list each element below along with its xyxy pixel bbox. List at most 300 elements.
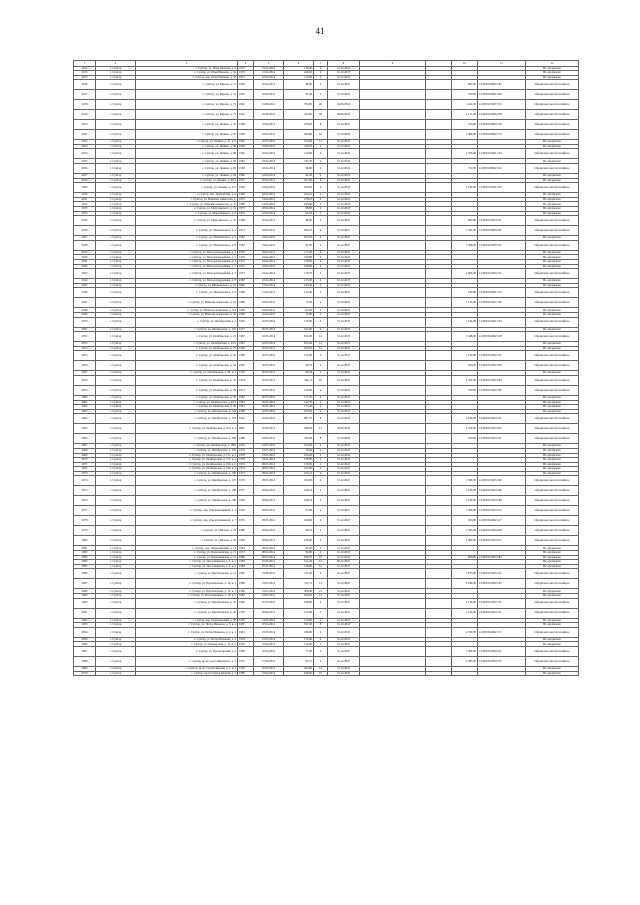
cell-area: 123,40 — [284, 288, 314, 298]
cell-status: Не оформлено — [526, 193, 579, 198]
cell-apartments: 2 — [314, 467, 328, 472]
cell-address: с. Сунтар, ул. Николая Алексеева, д. 34 — [136, 312, 238, 317]
cell-address: с. Сунтар, ул. Октябрьская, д. 199 — [136, 496, 238, 506]
cell-status: Не оформлено — [526, 255, 579, 260]
cell-row-number: 2031 — [74, 197, 96, 202]
cell-col-9 — [360, 516, 426, 526]
table-row — [74, 351, 579, 361]
cell-address: с. Сунтар, ул. Ленина, д. 35 — [136, 120, 238, 130]
cell-settlement: с. Сунтар — [96, 506, 136, 516]
cell-deadline: 31.12.2023 — [328, 298, 360, 308]
cell-record-date: 22.05.2014 — [254, 375, 284, 385]
cell-row-number: 2018 — [74, 100, 96, 110]
cell-cadastral-number: 14:28:0101001:195 — [478, 183, 526, 193]
cell-address: с. Сунтар, пер. Ильи Иванова, д. 18 — [136, 75, 238, 80]
cell-build-year: 1971 — [238, 385, 254, 395]
cell-cadastral-value: 1 164,00 — [452, 317, 478, 327]
cell-cadastral-number: 14:28:0101004:208 — [478, 526, 526, 536]
cell-address: с. Сунтар, ул. Пестовщикова, д. 2, к. 2 — [136, 564, 238, 569]
cell-empty-col — [426, 298, 452, 308]
cell-cadastral-value: 590,00 — [452, 361, 478, 371]
cell-status: Не оформлено — [526, 471, 579, 476]
cell-build-year: 1975 — [238, 486, 254, 496]
cell-cadastral-value: 1 125,00 — [452, 298, 478, 308]
cell-settlement: с. Сунтар — [96, 526, 136, 536]
cell-cadastral-number: 14:28:0101006:378 — [478, 110, 526, 120]
column-header: 10 — [452, 61, 478, 67]
cell-settlement: с. Сунтар — [96, 579, 136, 589]
cell-address: с. Сунтар, ул. Октябрьская, д. 102 — [136, 409, 238, 414]
cell-row-number: 2074 — [74, 476, 96, 486]
cell-settlement: с. Сунтар — [96, 240, 136, 250]
cell-empty-col — [426, 424, 452, 434]
cell-apartments: 4 — [314, 236, 328, 241]
cell-cadastral-number: 14:28:0101003:188 — [478, 496, 526, 506]
cell-record-date: 22.04.2014 — [254, 178, 284, 183]
cell-settlement: с. Сунтар — [96, 486, 136, 496]
cell-record-date: 28.04.2014 — [254, 496, 284, 506]
cell-row-number: 2026 — [74, 164, 96, 174]
cell-area: 203,70 — [284, 236, 314, 241]
cell-row-number: 2012 — [74, 66, 96, 71]
cell-empty-col — [426, 100, 452, 110]
cell-address: с. Сунтар, ул. Партизанская, д. 16, к. 1 — [136, 579, 238, 589]
cell-cadastral-value: 2 049,00 — [452, 183, 478, 193]
cell-area: 168,60 — [284, 264, 314, 269]
cell-apartments: 4 — [314, 264, 328, 269]
cell-apartments: 12 — [314, 579, 328, 589]
cell-deadline: 31.12.2023 — [328, 197, 360, 202]
cell-status: Оформлено как бесхозяйное — [526, 608, 579, 618]
cell-deadline: 31.12.2023 — [328, 342, 360, 347]
cell-row-number: 2087 — [74, 579, 96, 589]
cell-cadastral-value: 1 100,00 — [452, 496, 478, 506]
cell-build-year: 1976 — [238, 642, 254, 647]
cell-settlement: с. Сунтар — [96, 647, 136, 657]
cell-area: 173,26 — [284, 250, 314, 255]
cell-cadastral-number: 14:28:0103004:129 — [478, 120, 526, 130]
cell-status: Оформлено как бесхозяйное — [526, 414, 579, 424]
page-number: 41 — [315, 26, 325, 36]
cell-settlement: с. Сунтар — [96, 202, 136, 207]
cell-col-9 — [360, 332, 426, 342]
cell-record-date: 23.05.2014 — [254, 448, 284, 453]
cell-build-year: 1976 — [238, 71, 254, 76]
cell-build-year: 1981 — [238, 405, 254, 410]
cell-status: Не оформлено — [526, 594, 579, 599]
cell-record-date: 21.04.2014 — [254, 71, 284, 76]
cell-build-year: 1988 — [238, 202, 254, 207]
cell-record-date: 22.04.2014 — [254, 164, 284, 174]
cell-address: с. Сунтар, ул. Октябрьская, д. 66, к. 1 — [136, 371, 238, 376]
cell-build-year: 1978 — [238, 371, 254, 376]
cell-settlement: с. Сунтар — [96, 269, 136, 279]
cell-apartments: 10 — [314, 130, 328, 140]
cell-status: Оформлено как бесхозяйное — [526, 627, 579, 637]
table-row — [74, 496, 579, 506]
cell-deadline: 31.12.2022 — [328, 594, 360, 599]
table-row — [74, 164, 579, 174]
cell-row-number: 2058 — [74, 375, 96, 385]
cell-address: с. Сунтар, ул. Петра Ишакова, д. 4 — [136, 637, 238, 642]
cell-row-number: 2084 — [74, 560, 96, 565]
cell-apartments: 40 — [314, 100, 328, 110]
table-row — [74, 375, 579, 385]
cell-settlement: с. Сунтар — [96, 80, 136, 90]
cell-build-year: 1974 — [238, 467, 254, 472]
cell-record-date: 20.05.2014 — [254, 400, 284, 405]
cell-status: Оформлено как бесхозяйное — [526, 526, 579, 536]
cell-area: 640,50 — [284, 346, 314, 351]
cell-build-year: 1978 — [238, 506, 254, 516]
cell-area: 544,00 — [284, 110, 314, 120]
cell-area: 652,20 — [284, 332, 314, 342]
cell-deadline: 31.12.2022 — [328, 236, 360, 241]
cell-address: с. Сунтар, ул. Максима Аммосова, д. — [136, 197, 238, 202]
cell-area: 66,00 — [284, 308, 314, 313]
cell-record-date: 23.05.2014 — [254, 637, 284, 642]
cell-record-date: 23.05.2014 — [254, 444, 284, 449]
cell-deadline: 31.12.2022 — [328, 471, 360, 476]
cell-settlement: с. Сунтар — [96, 627, 136, 637]
cell-settlement: с. Сунтар — [96, 414, 136, 424]
cell-area: 98,80 — [284, 207, 314, 212]
cell-col-9 — [360, 671, 426, 676]
cell-col-9 — [360, 627, 426, 637]
cell-settlement: с. Сунтар — [96, 409, 136, 414]
cell-deadline: 31.12.2022 — [328, 496, 360, 506]
cell-status: Не оформлено — [526, 400, 579, 405]
cell-build-year: 1982 — [238, 283, 254, 288]
cell-status: Оформлено как бесхозяйное — [526, 183, 579, 193]
table-row — [74, 298, 579, 308]
cell-apartments: 10 — [314, 375, 328, 385]
cell-deadline: 31.12.2022 — [328, 193, 360, 198]
cell-apartments: 12 — [314, 346, 328, 351]
cell-area: 77,00 — [284, 647, 314, 657]
cell-cadastral-number: 14:28:0101003:190 — [478, 476, 526, 486]
cell-settlement: с. Сунтар — [96, 66, 136, 71]
cell-status: Не оформлено — [526, 409, 579, 414]
cell-area: 188,00 — [284, 598, 314, 608]
cell-settlement: с. Сунтар — [96, 462, 136, 467]
table-row — [74, 671, 579, 676]
cell-status: Не оформлено — [526, 462, 579, 467]
cell-settlement: с. Сунтар — [96, 298, 136, 308]
cell-build-year: 1972 — [238, 260, 254, 265]
cell-build-year: 1982 — [238, 279, 254, 284]
cell-apartments: 5 — [314, 90, 328, 100]
cell-deadline: 31.12.2023 — [328, 308, 360, 313]
cell-status: Оформлено как бесхозяйное — [526, 598, 579, 608]
cell-address: с. Сунтар, ул. Пролетарская, д. 4 — [136, 647, 238, 657]
table-row — [74, 183, 579, 193]
cell-record-date: 22.04.2014 — [254, 149, 284, 159]
cell-address: с. Сунтар, пер. Ольги Кошкиной, д. 7 — [136, 516, 238, 526]
cell-record-date: 27.05.2014 — [254, 598, 284, 608]
cell-row-number: 2059 — [74, 385, 96, 395]
cell-row-number: 2047 — [74, 298, 96, 308]
cell-build-year: 1978 — [238, 458, 254, 463]
cell-build-year: 1979 — [238, 444, 254, 449]
cell-record-date: 23.04.2014 — [254, 642, 284, 647]
table-row — [74, 516, 579, 526]
cell-address: с. Сунтар, ул. Молодогвардейцев, д. 7 — [136, 269, 238, 279]
cell-build-year: 1987 — [238, 332, 254, 342]
cell-build-year: 1984 — [238, 560, 254, 565]
cell-cadastral-value: 1 800,00 — [452, 269, 478, 279]
cell-build-year: 1969 — [238, 164, 254, 174]
cell-address: с. Сунтар, ул. Пионерская, д. 15, к. б — [136, 642, 238, 647]
cell-record-date: 28.04.2014 — [254, 471, 284, 476]
cell-empty-col — [426, 317, 452, 327]
cell-col-9 — [360, 375, 426, 385]
cell-deadline: 31.12.2023 — [328, 140, 360, 145]
cell-record-date: 26.05.2014 — [254, 371, 284, 376]
cell-status: Не оформлено — [526, 312, 579, 317]
cell-row-number: 2071 — [74, 462, 96, 467]
cell-settlement: с. Сунтар — [96, 569, 136, 579]
cell-status: Оформлено как бесхозяйное — [526, 298, 579, 308]
cell-cadastral-number: 14:28:0101003:127 — [478, 414, 526, 424]
cell-settlement: с. Сунтар — [96, 90, 136, 100]
cell-area: 190,80 — [284, 255, 314, 260]
cell-status: Оформлено как бесхозяйное — [526, 240, 579, 250]
cell-build-year: 1988 — [238, 526, 254, 536]
cell-deadline: 31.12.2023 — [328, 269, 360, 279]
cell-address: с. Сунтар, ул. Мичманского, д. 8 — [136, 240, 238, 250]
cell-record-date: 22.04.2014 — [254, 193, 284, 198]
cell-address: с. Сунтар, ул. Октябрьская, д. 160а — [136, 444, 238, 449]
cell-col-9 — [360, 226, 426, 236]
cell-apartments: 2 — [314, 144, 328, 149]
cell-area: 74,00 — [284, 312, 314, 317]
cell-row-number: 2041 — [74, 260, 96, 265]
cell-apartments: 4 — [314, 255, 328, 260]
cell-build-year: 1994 — [238, 183, 254, 193]
cell-record-date: 14.04.2014 — [254, 197, 284, 202]
cell-status: Не оформлено — [526, 564, 579, 569]
cell-cadastral-value: 572,00 — [452, 164, 478, 174]
cell-settlement: с. Сунтар — [96, 555, 136, 560]
cell-apartments: 2 — [314, 207, 328, 212]
cell-settlement: с. Сунтар — [96, 327, 136, 332]
cell-row-number: 2065 — [74, 424, 96, 434]
cell-area: 73,30 — [284, 298, 314, 308]
cell-record-date: 22.05.2014 — [254, 346, 284, 351]
cell-row-number: 2045 — [74, 283, 96, 288]
cell-area: 658,70 — [284, 555, 314, 560]
cell-address: с. Сунтар, ул. Ленина, д. 97 — [136, 130, 238, 140]
cell-apartments: 30 — [314, 110, 328, 120]
cell-area: 144,60 — [284, 642, 314, 647]
cell-empty-col — [426, 385, 452, 395]
cell-apartments: 2 — [314, 551, 328, 556]
cell-address: с. Сунтар, пер. Ольги Кошкиной, д. 2 — [136, 506, 238, 516]
cell-cadastral-value: 1 100,00 — [452, 486, 478, 496]
column-header: 2 — [96, 61, 136, 67]
cell-settlement: с. Сунтар — [96, 536, 136, 546]
cell-settlement: с. Сунтар — [96, 395, 136, 400]
cell-col-9 — [360, 298, 426, 308]
cell-status: Не оформлено — [526, 671, 579, 676]
cell-status: Не оформлено — [526, 395, 579, 400]
cell-address: с. Сунтар, ул. Мичманского, д. 10 — [136, 283, 238, 288]
table-row — [74, 536, 579, 546]
cell-record-date: 26.05.2014 — [254, 405, 284, 410]
cell-apartments: 2 — [314, 486, 328, 496]
cell-empty-col — [426, 183, 452, 193]
cell-build-year: 1982 — [238, 589, 254, 594]
cell-settlement: с. Сунтар — [96, 361, 136, 371]
cell-area: 83,40 — [284, 90, 314, 100]
cell-address: с. Сунтар, ул. Октябрьская, д. 1 — [136, 317, 238, 327]
cell-address: с. Сунтар, ул. Николая Алексеева, д. 6/2 — [136, 308, 238, 313]
cell-status: Оформлено как бесхозяйное — [526, 506, 579, 516]
cell-build-year: 1981 — [238, 395, 254, 400]
cell-deadline: 31.12.2024 — [328, 453, 360, 458]
cell-row-number: 2022 — [74, 140, 96, 145]
cell-apartments: 4 — [314, 618, 328, 623]
table-row — [74, 476, 579, 486]
cell-col-9 — [360, 657, 426, 667]
cell-cadastral-number: 14:28:0101003:211 — [478, 608, 526, 618]
cell-address: с. Сунтар, ул. Октябрьская, д. 21 — [136, 332, 238, 342]
cell-status: Оформлено как бесхозяйное — [526, 269, 579, 279]
cell-settlement: с. Сунтар — [96, 211, 136, 216]
cell-row-number: 2024 — [74, 149, 96, 159]
cell-deadline: 31.12.2024 — [328, 414, 360, 424]
cell-apartments: 4 — [314, 385, 328, 395]
cell-row-number: 2066 — [74, 434, 96, 444]
cell-row-number: 2098 — [74, 657, 96, 667]
cell-address: с. Сунтар, ул. Ленина, д. 83 — [136, 159, 238, 164]
cell-apartments: 9 — [314, 71, 328, 76]
cell-deadline: 31.12.2023 — [328, 202, 360, 207]
cell-area: 108,24 — [284, 486, 314, 496]
cell-deadline: 31.12.2024 — [328, 66, 360, 71]
cell-cadastral-value: 683,00 — [452, 216, 478, 226]
cell-status: Не оформлено — [526, 589, 579, 594]
cell-deadline: 31.12.2023 — [328, 250, 360, 255]
cell-empty-col — [426, 110, 452, 120]
cell-settlement: с. Сунтар — [96, 317, 136, 327]
cell-row-number: 2070 — [74, 458, 96, 463]
cell-address: с. Сунтар, ул. Павлова, д. 23 — [136, 526, 238, 536]
cell-build-year: 1967 — [238, 361, 254, 371]
cell-empty-col — [426, 332, 452, 342]
cell-area: 138,40 — [284, 66, 314, 71]
cell-settlement: с. Сунтар — [96, 130, 136, 140]
cell-col-9 — [360, 496, 426, 506]
cell-settlement: с. Сунтар — [96, 551, 136, 556]
cell-build-year: 1978 — [238, 453, 254, 458]
cell-cadastral-number: 14:28:0101003:197 — [478, 434, 526, 444]
cell-apartments: 2 — [314, 462, 328, 467]
cell-status: Оформлено как бесхозяйное — [526, 226, 579, 236]
cell-record-date: 28.04.2014 — [254, 207, 284, 212]
cell-record-date: 22.04.2014 — [254, 312, 284, 317]
cell-cadastral-number: 14:28:0101003:205 — [478, 424, 526, 434]
cell-build-year: 1991 — [238, 414, 254, 424]
cell-settlement: с. Сунтар — [96, 496, 136, 506]
cell-area: 106,90 — [284, 516, 314, 526]
cell-settlement: с. Сунтар — [96, 332, 136, 342]
cell-empty-col — [426, 80, 452, 90]
cell-cadastral-value: 1 076,00 — [452, 351, 478, 361]
cell-cadastral-value: 799,00 — [452, 385, 478, 395]
column-header: 1 — [74, 61, 96, 67]
cell-record-date: 23.04.2014 — [254, 130, 284, 140]
cell-record-date: 24.04.2014 — [254, 236, 284, 241]
cell-record-date: 23.05.2014 — [254, 458, 284, 463]
cell-address: с. Сунтар, ул. Октябрьская, д. 27 — [136, 346, 238, 351]
cell-area: 164,10 — [284, 193, 314, 198]
cell-cadastral-value: 2 100,00 — [452, 414, 478, 424]
cell-cadastral-number: 14:28:0103005:195 — [478, 226, 526, 236]
cell-deadline: 31.12.2023 — [328, 448, 360, 453]
cell-settlement: с. Сунтар — [96, 279, 136, 284]
cell-settlement: с. Сунтар — [96, 312, 136, 317]
cell-empty-col — [426, 627, 452, 637]
cell-deadline: 31.12.2022 — [328, 375, 360, 385]
cell-build-year: 1978 — [238, 608, 254, 618]
cell-empty-col — [426, 608, 452, 618]
cell-record-date: 23.05.2014 — [254, 594, 284, 599]
table-row — [74, 414, 579, 424]
cell-apartments: 2 — [314, 444, 328, 449]
cell-cadastral-number: 14:28:0101004:161 — [478, 647, 526, 657]
cell-status: Не оформлено — [526, 211, 579, 216]
cell-settlement: с. Сунтар — [96, 149, 136, 159]
cell-area: 98,10 — [284, 526, 314, 536]
cell-apartments: 12 — [314, 342, 328, 347]
column-header: 11 — [478, 61, 526, 67]
cell-col-9 — [360, 506, 426, 516]
cell-row-number: 2017 — [74, 90, 96, 100]
cell-area: 272,60 — [284, 608, 314, 618]
cell-build-year: 1982 — [238, 400, 254, 405]
cell-build-year: 1976 — [238, 618, 254, 623]
cell-build-year: 1979 — [238, 211, 254, 216]
cell-row-number: 2078 — [74, 516, 96, 526]
cell-area: 506,00 — [284, 130, 314, 140]
cell-cadastral-number: 14:28:0101002:147 — [478, 516, 526, 526]
cell-empty-col — [426, 647, 452, 657]
column-header: 4 — [238, 61, 254, 67]
cell-area: 162,00 — [284, 467, 314, 472]
cell-status: Оформлено как бесхозяйное — [526, 288, 579, 298]
cell-cadastral-value: 1 000,00 — [452, 130, 478, 140]
cell-apartments: 5 — [314, 608, 328, 618]
cell-deadline: 31.12.2023 — [328, 409, 360, 414]
cell-area: 96,00 — [284, 164, 314, 174]
cell-row-number: 2086 — [74, 569, 96, 579]
cell-settlement: с. Сунтар — [96, 260, 136, 265]
cell-address: с. Сунтар, ул. Октябрьская, д. 50 — [136, 395, 238, 400]
cell-cadastral-number: 14:28:0103002:175 — [478, 130, 526, 140]
cell-apartments: 2 — [314, 312, 328, 317]
cell-build-year: 1975 — [238, 178, 254, 183]
cell-record-date: 24.04.2014 — [254, 174, 284, 179]
cell-build-year: 1981 — [238, 342, 254, 347]
cell-apartments: 4 — [314, 197, 328, 202]
cell-area: 335,70 — [284, 159, 314, 164]
cell-settlement: с. Сунтар — [96, 375, 136, 385]
cell-apartments: 4 — [314, 327, 328, 332]
cell-record-date: 22.04.2014 — [254, 75, 284, 80]
cell-cadastral-value: 1 599,00 — [452, 476, 478, 486]
